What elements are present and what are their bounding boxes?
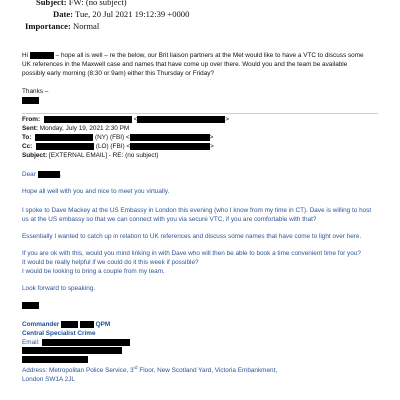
fwd-cc-close: > [210,143,214,150]
header-date-label: Date: [53,9,74,19]
fwd-dear: Dear [22,171,36,178]
redaction [44,116,132,123]
separator [22,113,378,114]
fwd-paragraph-2-line2: us at the US embassy so that we can connect with you via secure VTC, if you are comfortable with that? [22,216,317,223]
signature-email-row [22,338,130,347]
header-subject-label: Subject: [36,0,67,7]
top-message-line2: UK references in the Maxwell case and names that have come up over there. Would you and the team be available [22,61,348,68]
redaction [61,321,78,328]
redaction [137,116,225,123]
top-message-text-1: – hope all is well – re the below, our Brit liaison partners at the Met would like to have a VTC to discuss some [55,52,364,59]
top-message-line3: possibly early morning (8:30 or 9am) either this Thursday or Friday? [22,70,215,77]
header-date-value: Tue, 20 Jul 2021 19:12:39 +0000 [75,9,190,19]
fwd-cc-label: Cc: [22,143,33,150]
fwd-paragraph-2-line1: I spoke to Dave Mackey at the US Embassy in London this evening (who I know from my time in CT). Dave is willing to host [22,207,372,214]
fwd-subject-value: [EXTERNAL EMAIL] - RE: (no subject) [49,152,159,159]
redaction [130,134,210,141]
thanks: Thanks – [22,88,49,95]
redaction [22,97,39,104]
fwd-paragraph-4-line2: It would be really helpful if we could do it this week if possible? [22,259,199,266]
fwd-to-label: To: [22,134,32,141]
fwd-cc-row [22,142,214,151]
header-importance-label: Importance: [25,21,71,31]
redaction [22,347,122,354]
fwd-paragraph-4-line3: I would be looking to bring a couple from my team. [22,268,165,275]
address-sup: rd [133,364,138,370]
header-subject-value: FW: (no subject) [68,0,127,7]
redaction [130,143,210,150]
redaction [36,143,94,150]
fwd-from-row [22,115,229,124]
header-date-row [53,9,189,19]
signature-unit: Central Specialist Crime [22,330,96,337]
redaction [22,356,88,363]
redaction [30,52,54,59]
fwd-to-row [22,133,213,142]
fwd-dear-row [22,170,61,179]
header-importance-row [25,21,99,31]
top-message-line1 [22,51,364,60]
fwd-sent-value: Monday, July 19, 2021 2:30 PM [39,125,130,132]
signature-qpm: QPM [95,321,111,328]
signature-address-line2: London SW1A 2JL [22,376,75,383]
fwd-paragraph-4-line1: If you are ok with this, would you mind linking in with Dave who will then be able to book a time convenient time for you? [22,250,361,257]
signature-email-label: Email: [22,339,40,346]
header-subject-row [36,0,127,7]
address-part-b: Floor, New Scotland Yard, Victoria Embankment, [137,367,278,374]
signature-name-row [22,320,110,329]
redaction [22,302,39,309]
fwd-to-value: (NY) (FBI) < [95,134,130,141]
redaction [38,171,60,178]
fwd-paragraph-1: Hope all well with you and nice to meet you virtually. [22,188,170,195]
redaction [80,321,94,328]
fwd-from-close: > [225,116,230,123]
fwd-cc-value: (LO) (FBI) < [95,143,131,150]
fwd-subject-row [22,151,159,160]
fwd-paragraph-5: Look forward to speaking. [22,285,96,292]
signature-address-line1 [22,366,277,375]
fwd-from-label: From: [22,116,41,123]
greeting: Hi [22,52,29,59]
fwd-from-open: < [133,116,138,123]
redaction [35,134,93,141]
fwd-subject-label: Subject: [22,152,48,159]
fwd-sent-label: Sent: [22,125,38,132]
signature-commander: Commander [22,321,60,328]
fwd-to-close: > [209,134,214,141]
redaction [42,339,130,346]
address-part-a: Address: Metropolitan Police Service, 3 [22,367,134,374]
header-importance-value: Normal [72,21,100,31]
fwd-paragraph-3: Essentially I wanted to catch up in relation to UK references and discuss some names that have come to light over here. [22,233,362,240]
fwd-dear-end: , [59,171,62,178]
fwd-sent-row [22,124,129,133]
